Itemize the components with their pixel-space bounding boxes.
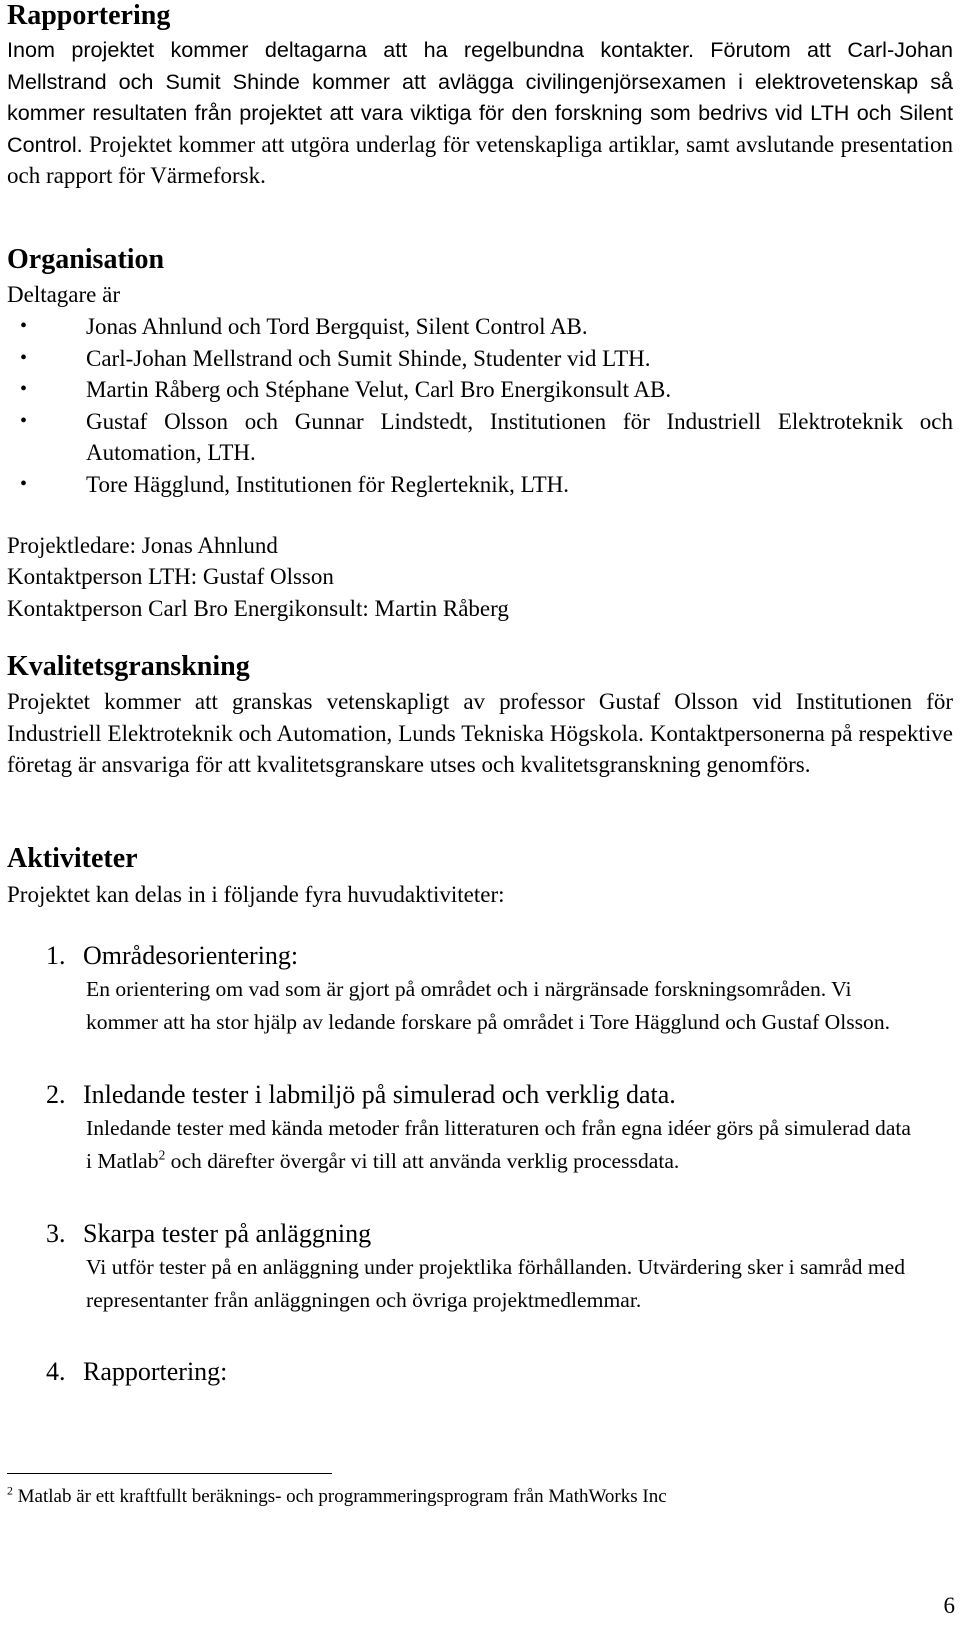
section-heading-organisation: Organisation (7, 244, 165, 275)
activity-number: 4. (46, 1357, 66, 1386)
role-kontaktperson-lth: Kontaktperson LTH: Gustaf Olsson (7, 564, 334, 589)
rapportering-text-part1: Inom projektet kommer deltagarna att ha regelbundna kontakter. Förutom att Carl-Johan Mellstrand och Sumit Shinde kommer att avlägga civilingenjörsexamen i elektrovetenskap så kommer resultaten från projektet att vara viktiga för den forskning som bedrivs vid LTH och Silent Control. (7, 37, 953, 157)
role-projektledare: Projektledare: Jonas Ahnlund (7, 533, 278, 558)
section-heading-kvalitetsgranskning: Kvalitetsgranskning (7, 651, 250, 682)
activity-1-title: 1. Områdesorientering: (46, 941, 299, 970)
activity-number: 3. (46, 1219, 66, 1248)
participant-text: Carl-Johan Mellstrand och Sumit Shinde, Studenter vid LTH. (86, 345, 651, 371)
organisation-intro: Deltagare är (7, 282, 121, 307)
list-item (0, 469, 960, 501)
section-heading-rapportering: Rapportering (7, 0, 171, 31)
participant-text: Gustaf Olsson och Gunnar Lindstedt, Institutionen för Industriell Elektroteknik och Automation, LTH. (86, 408, 953, 465)
bullet-icon: • (20, 409, 28, 432)
participant-text: Martin Råberg och Stéphane Velut, Carl Bro Energikonsult AB. (86, 377, 672, 402)
rapportering-paragraph (7, 34, 953, 192)
list-item (0, 311, 960, 343)
bullet-icon: • (20, 378, 28, 400)
activity-4-title: 4. Rapportering: (46, 1357, 228, 1386)
activity-number: 2. (46, 1080, 66, 1109)
activity-3-title: 3. Skarpa tester på anläggning (46, 1219, 372, 1248)
section-heading-aktiviteter: Aktiviteter (7, 843, 138, 874)
role-kontaktperson-carl-bro: Kontaktperson Carl Bro Energikonsult: Martin Råberg (7, 596, 509, 621)
participant-text: Tore Hägglund, Institutionen för Reglerteknik, LTH. (86, 471, 569, 497)
bullet-icon: • (20, 346, 28, 369)
page-number: 6 (943, 1593, 955, 1618)
footnote-text: Matlab är ett kraftfullt beräknings- och programmeringsprogram från MathWorks Inc (12, 1486, 667, 1507)
footnote-reference: 2 (158, 1147, 166, 1163)
aktiviteter-intro: Projektet kan delas in i följande fyra huvudaktiviteter: (7, 882, 505, 907)
participant-text: Jonas Ahnlund och Tord Bergquist, Silent Control AB. (86, 314, 588, 339)
activity-3-body: Vi utför tester på en anläggning under projektlika förhållanden. Utvärdering sker i samråd med representanter från anläggningen och övriga projektmedlemmar. (86, 1255, 905, 1312)
activity-number: 1. (46, 941, 66, 970)
footnote-marker: 2 (7, 1484, 13, 1498)
list-item (0, 406, 960, 469)
activity-2-body: Inledande tester med kända metoder från litteraturen och från egna idéer görs på simulerad data i Matlab$^2$ och därefter övergår vi till att använda verklig processdata. (86, 1116, 911, 1173)
rapportering-text-part2: Projektet kommer att utgöra underlag för vetenskapliga artiklar, samt avslutande presentation och rapport för Värmeforsk. (7, 131, 953, 188)
footnote (7, 1484, 667, 1510)
list-item (0, 343, 960, 375)
activity-2-title: 2. Inledande tester i labmiljö på simulerad och verklig data. (46, 1080, 676, 1109)
participant-list (0, 311, 960, 500)
kvalitetsgranskning-paragraph: Projektet kommer att granskas vetenskapligt av professor Gustaf Olsson vid Institutionen för Industriell Elektroteknik och Automation, Lunds Tekniska Högskola. Kontaktpersonerna på respektive företag är ansvariga för att kvalitetsgranskare utses och kvalitetsgranskning genomförs. (7, 689, 953, 777)
list-item (0, 374, 960, 406)
activity-1-body: En orientering om vad som är gjort på området och i närgränsade forskningsområden. Vi kommer att ha stor hjälp av ledande forskare på området i Tore Hägglund och Gustaf Olsson. (86, 977, 891, 1034)
bullet-icon: • (20, 472, 28, 495)
footnote-separator (7, 1473, 332, 1474)
bullet-icon: • (20, 315, 28, 337)
